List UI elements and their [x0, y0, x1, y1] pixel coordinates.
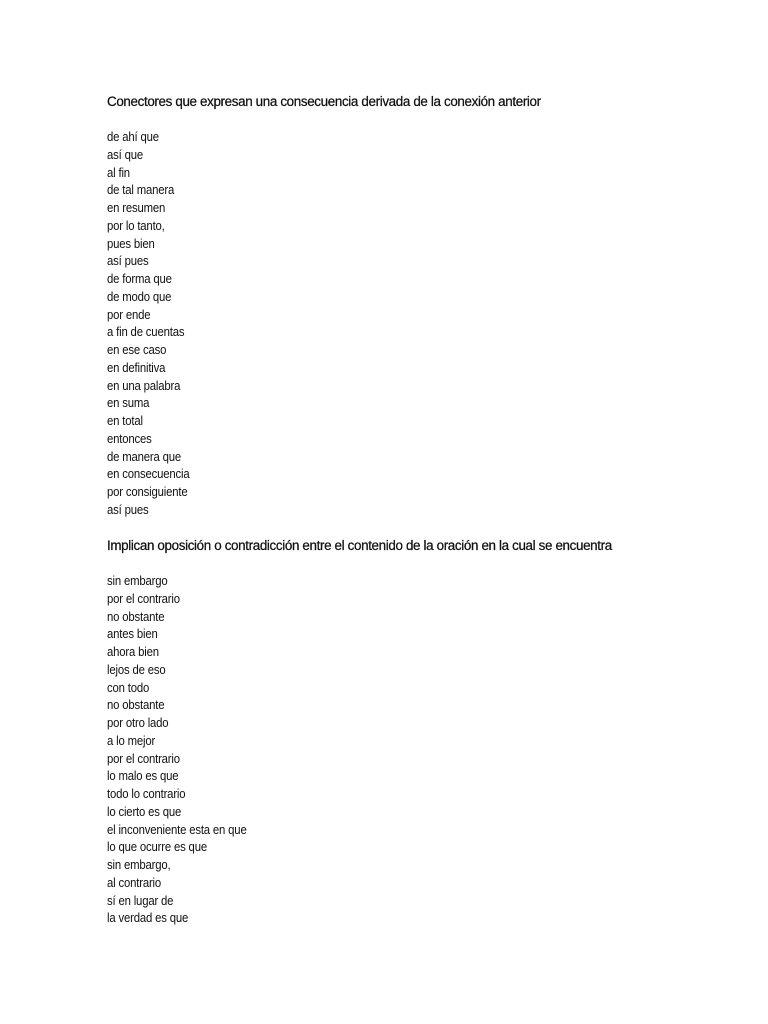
list-item: entonces: [107, 430, 152, 446]
list-item: no obstante: [107, 608, 165, 624]
list-item: de modo que: [107, 288, 172, 304]
connector-list-opposition: [107, 572, 269, 927]
list-item: de forma que: [107, 271, 172, 286]
list-item: con todo: [107, 679, 150, 695]
list-item: sin embargo: [107, 573, 168, 588]
list-item: por consiguiente: [107, 484, 188, 499]
list-item: por el contrario: [107, 590, 180, 606]
list-item: el inconveniente esta en que: [107, 821, 247, 837]
list-item: de tal manera: [107, 182, 175, 198]
list-item: lo que ocurre es que: [107, 839, 207, 855]
list-item: en ese caso: [107, 342, 167, 357]
section-heading-opposition: Implican oposición o contradicción entre el contenido de la oración en la cual se encuentra: [107, 538, 612, 553]
list-item: por ende: [107, 306, 151, 322]
list-item: en consecuencia: [107, 466, 190, 482]
list-item: lo malo es que: [107, 768, 179, 784]
list-item: así pues: [107, 253, 149, 269]
list-item: por el contrario: [107, 750, 180, 766]
list-item: lejos de eso: [107, 661, 166, 677]
list-item: al fin: [107, 164, 130, 180]
list-item: sí en lugar de: [107, 892, 174, 908]
list-item: pues bien: [107, 235, 155, 251]
list-item: de ahí que: [107, 129, 159, 144]
list-item: en una palabra: [107, 377, 181, 393]
list-item: así que: [107, 146, 143, 162]
list-item: en resumen: [107, 200, 166, 215]
list-item: lo cierto es que: [107, 803, 182, 819]
list-item: por otro lado: [107, 715, 169, 730]
list-item: ahora bien: [107, 644, 159, 659]
list-item: en suma: [107, 395, 150, 411]
list-item: sin embargo,: [107, 857, 171, 872]
section-heading-consequence: Conectores que expresan una consecuencia derivada de la conexión anterior: [107, 94, 541, 109]
list-item: al contrario: [107, 874, 162, 890]
list-item: de manera que: [107, 448, 182, 464]
list-item: la verdad es que: [107, 910, 189, 926]
list-item: así pues: [107, 501, 149, 517]
list-item: no obstante: [107, 697, 165, 713]
list-item: antes bien: [107, 626, 158, 642]
list-item: en definitiva: [107, 359, 166, 375]
list-item: todo lo contrario: [107, 786, 186, 801]
list-item: por lo tanto,: [107, 217, 165, 233]
list-item: a lo mejor: [107, 732, 156, 748]
connector-list-consequence: [107, 128, 203, 519]
list-item: en total: [107, 413, 143, 428]
list-item: a fin de cuentas: [107, 324, 185, 340]
